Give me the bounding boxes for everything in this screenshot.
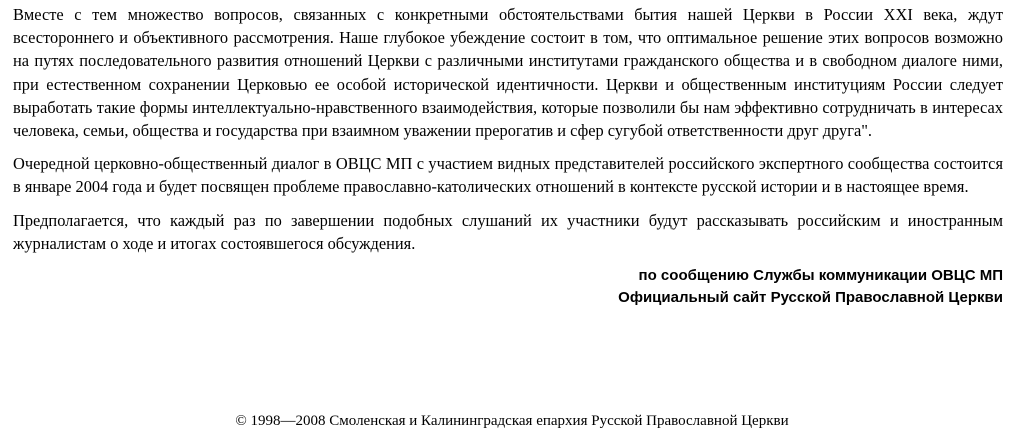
article-paragraph: Вместе с тем множество вопросов, связанных с конкретными обстоятельствами бытия нашей Церкви в России XXI века, ждут всестороннего и объективного рассмотрения. Наше глубокое убеждение состоит в том, что оптимальное решение этих вопросов возможно на путях последовательного развития отношений Церкви с различными институтами гражданского общества и в свободном диалоге ними, при естественном сохранении Церковью ее особой исторической идентичности. Церкви и общественным институциям России следует выработать такие формы интеллектуально-нравственного взаимодействия, которые позволили бы нам эффективно сотрудничать в интересах человека, семьи, общества и государства при взаимном уважении прерогатив и сфер сугубой ответственности друг друга". [13, 5, 1003, 141]
source-site-name: Официальный сайт Русской Православной Церкви [618, 289, 1003, 307]
article-paragraph: Очередной церковно-общественный диалог в ОВЦС МП с участием видных представителей российского экспертного сообщества состоится в январе 2004 года и будет посвящен проблеме православно-католических отношений в контексте русской истории и в настоящее время. [13, 154, 1003, 197]
article-paragraph: Предполагается, что каждый раз по завершении подобных слушаний их участники будут рассказывать российским и иностранным журналистам о ходе и итогах состоявшегося обсуждения. [13, 210, 1003, 253]
article-body [13, 3, 1003, 309]
article-source [13, 265, 1003, 309]
footer-copyright: © 1998—2008 Смоленская и Калининградская епархия Русской Православной Церкви [235, 413, 789, 429]
source-attribution: по сообщению Службы коммуникации ОВЦС МП [638, 267, 1003, 285]
